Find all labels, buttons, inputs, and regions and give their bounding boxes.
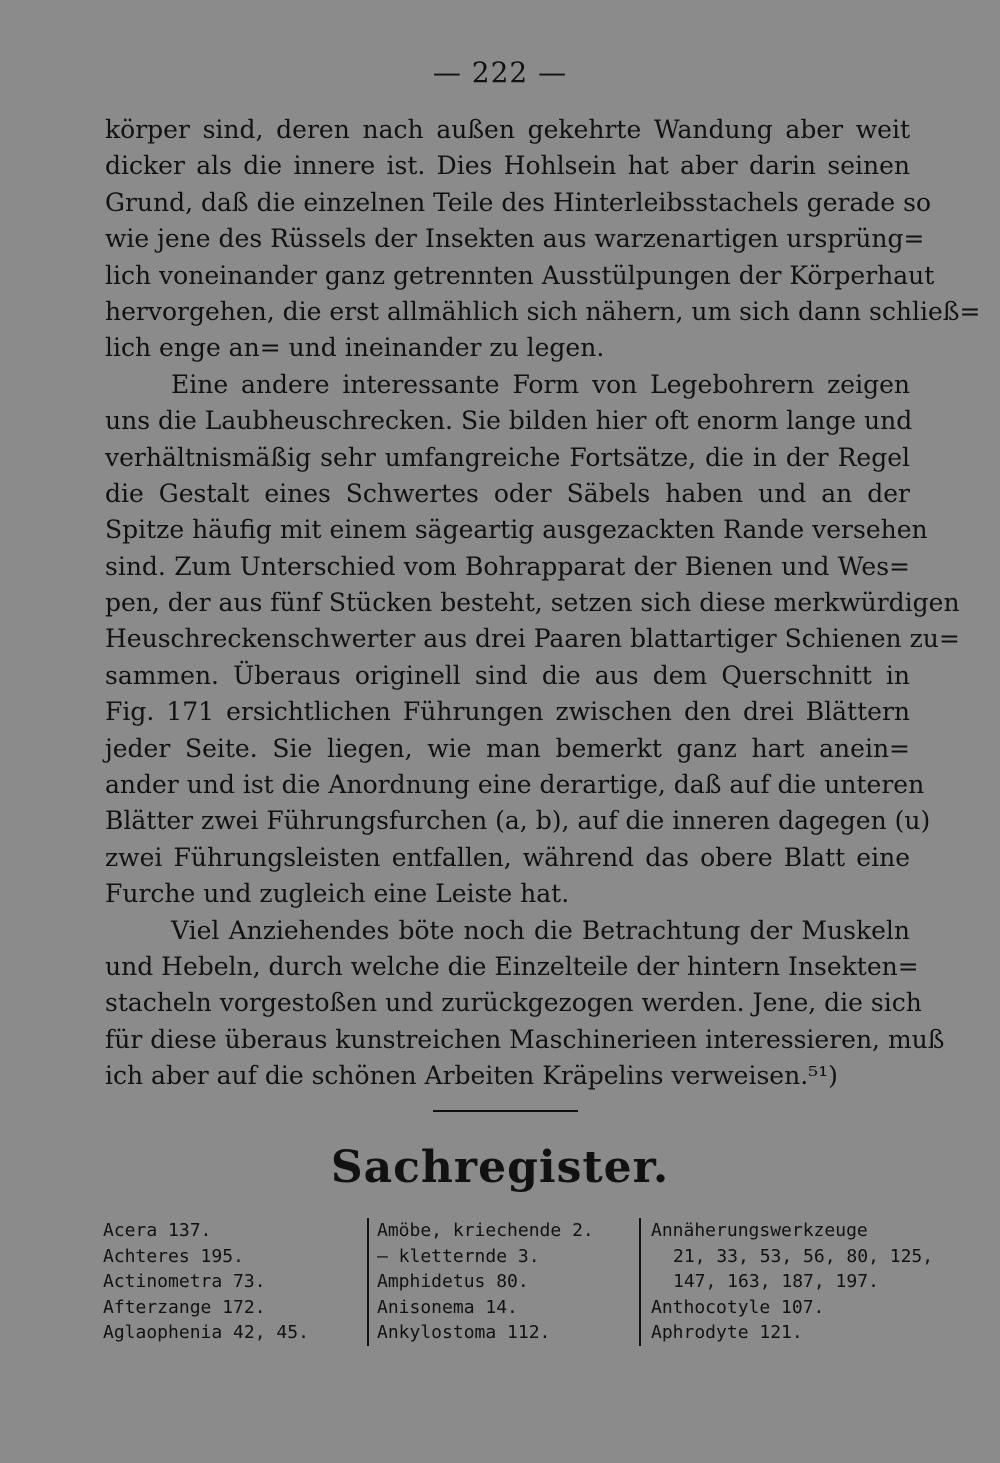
text-line: verhältnismäßig sehr umfangreiche Fortsätze, die in der Regel (105, 442, 910, 472)
index-entry: Ankylostoma 112. (377, 1322, 551, 1343)
index-column-2 (367, 1218, 647, 1346)
text-line: Blätter zwei Führungsfurchen (a, b), auf die inneren dagegen (u) (105, 806, 931, 836)
text-line: Furche und zugleich eine Leiste hat. (105, 879, 570, 909)
text-line: ich aber auf die schönen Arbeiten Kräpelins verweisen.⁵¹) (105, 1061, 838, 1091)
page-number: — 222 — (432, 56, 568, 89)
index-entry: Afterzange 172. (103, 1296, 266, 1318)
text-line: sind. Zum Unterschied vom Bohrapparat der Bienen und Wes= (105, 551, 910, 581)
index-entry: Annäherungswerkzeuge (651, 1220, 868, 1241)
text-line: uns die Laubheuschrecken. Sie bilden hier oft enorm lange und (105, 406, 913, 436)
text-line: Fig. 171 ersichtlichen Führungen zwischen den drei Blättern (105, 697, 910, 727)
text-line: stacheln vorgestoßen und zurückgezogen werden. Jene, die sich (105, 988, 922, 1018)
index-entry: 21, 33, 53, 56, 80, 125, (673, 1245, 934, 1267)
index-entry: Anisonema 14. (377, 1296, 518, 1318)
index-column-1 (103, 1218, 365, 1346)
index-entry: Amphidetus 80. (377, 1271, 529, 1292)
text-line: jeder Seite. Sie liegen, wie man bemerkt ganz hart anein= (105, 733, 910, 763)
text-line: Viel Anziehendes böte noch die Betrachtung der Muskeln (171, 915, 910, 945)
text-line: wie jene des Rüssels der Insekten aus warzenartigen ursprüng= (105, 224, 925, 254)
index-entry: Achteres 195. (103, 1245, 244, 1267)
index-column-3 (639, 1218, 934, 1346)
index-entry: Actinometra 73. (103, 1271, 266, 1292)
text-line: Grund, daß die einzelnen Teile des Hinterleibsstachels gerade so (105, 187, 931, 217)
index-entry: Aphrodyte 121. (651, 1322, 803, 1343)
text-line: Heuschreckenschwerter aus drei Paaren blattartiger Schienen zu= (105, 624, 960, 654)
index-entry: Anthocotyle 107. (651, 1296, 825, 1318)
text-line: dicker als die innere ist. Dies Hohlsein hat aber darin seinen (105, 151, 910, 181)
section-divider (433, 1110, 578, 1112)
index-entry: 147, 163, 187, 197. (673, 1271, 879, 1292)
text-line: hervorgehen, die erst allmählich sich nähern, um sich dann schließ= (105, 296, 981, 326)
body-text (105, 112, 981, 1095)
index-title: Sachregister. (330, 1142, 670, 1193)
index-entry: Amöbe, kriechende 2. (377, 1220, 594, 1241)
text-line: sammen. Überaus originell sind die aus dem Querschnitt in (105, 660, 910, 690)
text-line: Eine andere interessante Form von Legebohrern zeigen (171, 369, 910, 399)
index-entry: — kletternde 3. (377, 1245, 540, 1267)
index-entry: Acera 137. (103, 1220, 212, 1241)
subject-index (103, 1218, 934, 1358)
text-line: pen, der aus fünf Stücken besteht, setzen sich diese merkwürdigen (105, 588, 960, 618)
text-line: und Hebeln, durch welche die Einzelteile der hintern Insekten= (105, 951, 919, 981)
text-line: körper sind, deren nach außen gekehrte Wandung aber weit (105, 115, 910, 144)
text-line: lich voneinander ganz getrennten Ausstülpungen der Körperhaut (105, 260, 935, 290)
text-line: zwei Führungsleisten entfallen, während das obere Blatt eine (105, 842, 910, 872)
text-line: lich enge an= und ineinander zu legen. (105, 333, 605, 363)
text-line: die Gestalt eines Schwertes oder Säbels haben und an der (105, 478, 910, 508)
text-line: für diese überaus kunstreichen Maschinerieen interessieren, muß (105, 1024, 945, 1054)
text-line: ander und ist die Anordnung eine derartige, daß auf die unteren (105, 770, 925, 800)
text-line: Spitze häufig mit einem sägeartig ausgezackten Rande versehen (105, 515, 928, 545)
index-entry: Aglaophenia 42, 45. (103, 1322, 309, 1343)
